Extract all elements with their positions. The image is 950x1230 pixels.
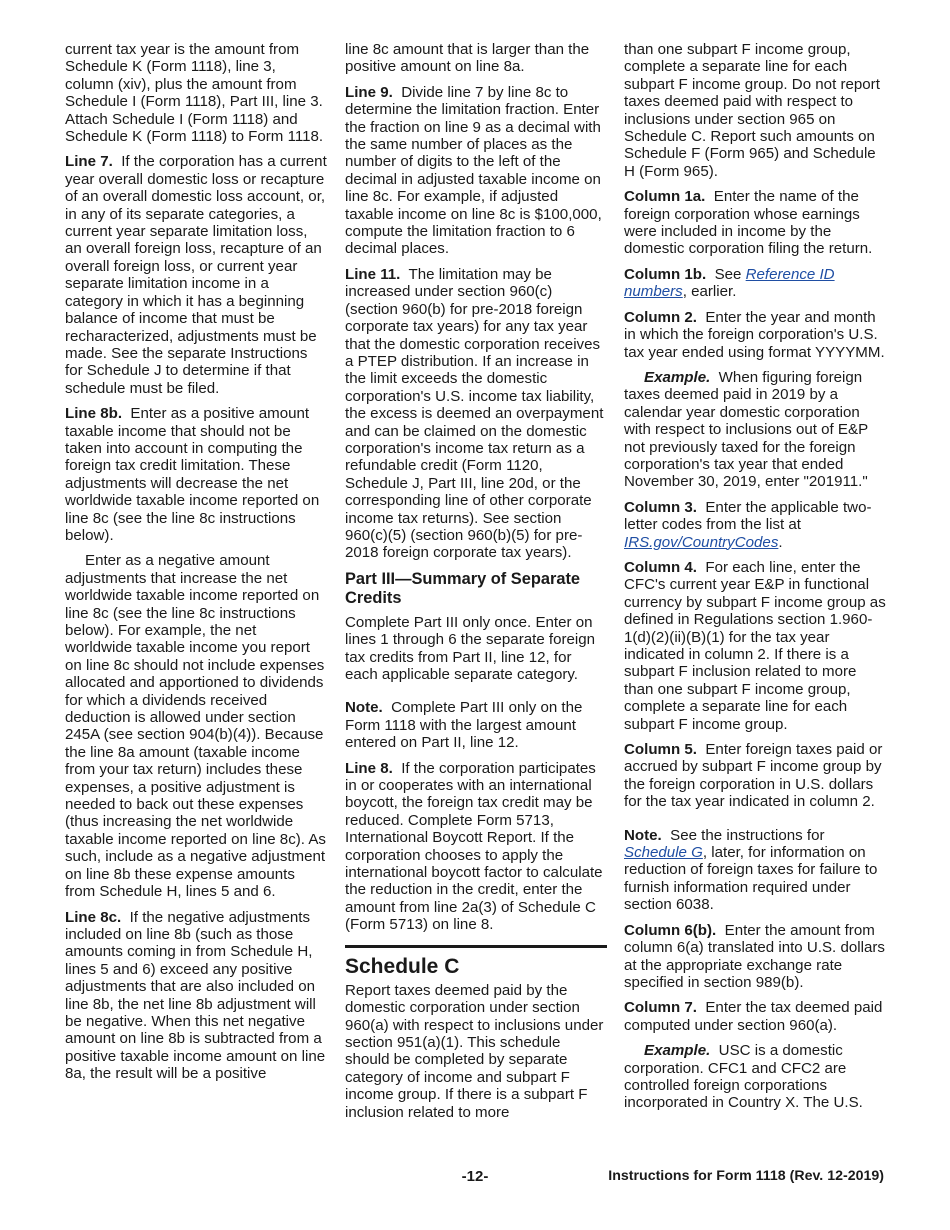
form-title: Instructions for Form 1118 (Rev. 12-2019): [608, 1168, 884, 1184]
schedule-c-heading: Schedule C: [345, 954, 460, 978]
paragraph-line-8c: Line 8c. If the negative adjustments included on line 8b (such as those amounts coming in from Schedule H, lines 5 and 6) exceed any positive adjustments that are also included on line 8b, the net line 8b adjustment will be negative. When this net negative amount on line 8b is subtracted from a positive taxable income amount on line 8a, the result will be a positive: [65, 908, 326, 1083]
column-label: Column 4.: [624, 558, 697, 576]
column-1: [65, 41, 327, 1091]
paragraph-line-9: Line 9. Divide line 7 by line 8c to determine the limitation fraction. Enter the fraction on line 9 as a decimal with the same number of places as the number of digits to the left of the decimal in adjusted taxable income on line 8c. For example, if adjusted taxable income on line 8c is $100,000, compute the limitation fraction to 6 decimal places.: [345, 83, 602, 258]
example-label: Example.: [644, 1042, 711, 1060]
line-label: Line 9.: [345, 83, 393, 101]
paragraph-line-11: Line 11. The limitation may be increased under section 960(c) (section 960(b) for pre-2018 foreign corporate tax years) for any tax year that the domestic corporation receives a PTEP distribution. If an increase in the limit exceeds the domestic corporation's U.S. income tax liability, the excess is deemed an overpayment and can be claimed on the domestic corporation's income tax return as a refundable credit (Form 1120, Schedule J, Part III, line 20d, or the corresponding line of other corporate income tax returns). See section 960(c)(5) (section 960(b)(5) for pre-2018 foreign corporate tax years).: [345, 265, 604, 562]
line-label: Line 8c.: [65, 908, 122, 926]
note: Note. See the instructions for Schedule G, later, for information on reduction of foreign taxes for failure to furnish information required under section 6038.: [624, 826, 878, 914]
paragraph: Complete Part III only once. Enter on lines 1 through 6 the separate foreign tax credits from Part II, line 12, for each applicable separate category.: [345, 613, 596, 683]
example: Example. When figuring foreign taxes deemed paid in 2019 by a calendar year domestic corporation with respect to inclusions out of E&P not previously taxed for the foreign corporation's tax year that ended November 30, 2019, enter "201911.": [624, 368, 868, 491]
schedule-g-link[interactable]: Schedule G: [624, 844, 703, 862]
column-label: Column 3.: [624, 498, 697, 516]
paragraph-line-7: Line 7. If the corporation has a current year overall domestic loss or recapture of an overall domestic loss account, or, in any of its separate categories, a current year separate limitation loss, an overall foreign loss, recapture of an overall foreign loss, or current year separate limitation income in a category in which it has a beginning balance of income that must be recharacterized, adjustments must be made. See the separate Instructions for Schedule J to determine if that schedule must be filed.: [65, 153, 327, 397]
line-label: Line 11.: [345, 265, 401, 283]
line-label: Line 7.: [65, 153, 113, 171]
note-label: Note.: [624, 826, 662, 844]
paragraph-column-1a: Column 1a. Enter the name of the foreign corporation whose earnings were included in income by the domestic corporation filing the return.: [624, 188, 873, 258]
paragraph: Enter as a negative amount adjustments that increase the net worldwide taxable income reported on line 8c (see the line 8c instructions below). For example, the net worldwide taxable income you report on line 8c should not include expenses allocated and apportioned to dividends for which a dividends received deduction is allowed under section 245A (see section 904(b)(4)). Because the line 8a amount (taxable income from your tax return) includes these expenses, a positive adjustment is needed to back out these expenses (thus increasing the net worldwide taxable income reported on line 8c). As such, include as a negative adjustment on line 8b these expense amounts from Schedule H, lines 5 and 6.: [65, 552, 326, 901]
part-3-heading: Part III—Summary of Separate Credits: [345, 569, 581, 608]
paragraph: current tax year is the amount from Schedule K (Form 1118), line 3, column (xiv), plus the amount from Schedule I (Form 1118), Part III, line 3. Attach Schedule I (Form 1118) and Schedule K (Form 1118) to Form 1118.: [65, 41, 324, 146]
line-label: Line 8b.: [65, 405, 123, 423]
column-3: [624, 41, 886, 1120]
paragraph-line-8b: Line 8b. Enter as a positive amount taxable income that should not be taken into account in computing the foreign tax credit limitation. These adjustments will decrease the net worldwide taxable income reported on line 8c (see the line 8c instructions below).: [65, 405, 320, 544]
line-label: Line 8.: [345, 759, 393, 777]
paragraph: Report taxes deemed paid by the domestic corporation under section 960(a) with respect to inclusions under section 951(a)(1). This schedule should be completed by separate category of income and subpart F income group. If there is a subpart F inclusion related to more: [345, 981, 604, 1121]
column-2: [345, 41, 607, 1129]
column-label: Column 5.: [624, 741, 697, 759]
column-label: Column 7.: [624, 999, 697, 1017]
paragraph-column-4: Column 4. For each line, enter the CFC's current year E&P in functional currency by subpart F income group as defined in Regulations section 1.960-1(d)(2)(ii)(B)(1) for the tax year indicated in column 2. If there is a subpart F inclusion related to more than one subpart F income group, complete a separate line for each subpart F income group.: [624, 558, 886, 733]
country-codes-link[interactable]: IRS.gov/CountryCodes: [624, 533, 779, 551]
section-divider: [345, 945, 607, 948]
paragraph-column-3: Column 3. Enter the applicable two-letter codes from the list at IRS.gov/CountryCodes.: [624, 498, 872, 551]
example-label: Example.: [644, 368, 711, 386]
column-label: Column 2.: [624, 308, 697, 326]
column-label: Column 1b.: [624, 265, 707, 283]
paragraph: than one subpart F income group, complete a separate line for each subpart F income group. Do not report taxes deemed paid with respect to inclusions under section 965 on Schedule C. Report such amounts on Schedule F (Form 965) and Schedule H (Form 965).: [624, 41, 880, 180]
reference-id-numbers-link[interactable]: Reference ID numbers: [624, 265, 835, 301]
page-number: -12-: [461, 1168, 489, 1185]
paragraph-line-8: Line 8. If the corporation participates in or cooperates with an international boycott, the foreign tax credit may be reduced. Complete Form 5713, International Boycott Report. If the corporation chooses to apply the international boycott factor to calculate the reduction in the credit, enter the amount from line 2a(3) of Schedule C (Form 5713) on line 8.: [345, 759, 603, 934]
paragraph-column-6b: Column 6(b). Enter the amount from column 6(a) translated into U.S. dollars at the appropriate exchange rate specified in section 989(b).: [624, 921, 885, 991]
note-label: Note.: [345, 699, 383, 717]
paragraph-column-5: Column 5. Enter foreign taxes paid or accrued by subpart F income group by the foreign corporation in U.S. dollars for the tax year indicated in column 2.: [624, 741, 883, 811]
paragraph-column-2: Column 2. Enter the year and month in which the foreign corporation's U.S. tax year ended using format YYYYMM.: [624, 308, 885, 361]
column-label: Column 6(b).: [624, 921, 717, 939]
paragraph-column-7: Column 7. Enter the tax deemed paid computed under section 960(a).: [624, 999, 883, 1034]
note: Note. Complete Part III only on the Form 1118 with the largest amount entered on Part II, line 12.: [345, 699, 583, 752]
paragraph: line 8c amount that is larger than the positive amount on line 8a.: [345, 41, 590, 76]
example: Example. USC is a domestic corporation. CFC1 and CFC2 are controlled foreign corporations incorporated in Country X. The U.S.: [624, 1042, 863, 1112]
column-label: Column 1a.: [624, 188, 706, 206]
paragraph-column-1b: Column 1b. See Reference ID numbers, earlier.: [624, 265, 835, 301]
